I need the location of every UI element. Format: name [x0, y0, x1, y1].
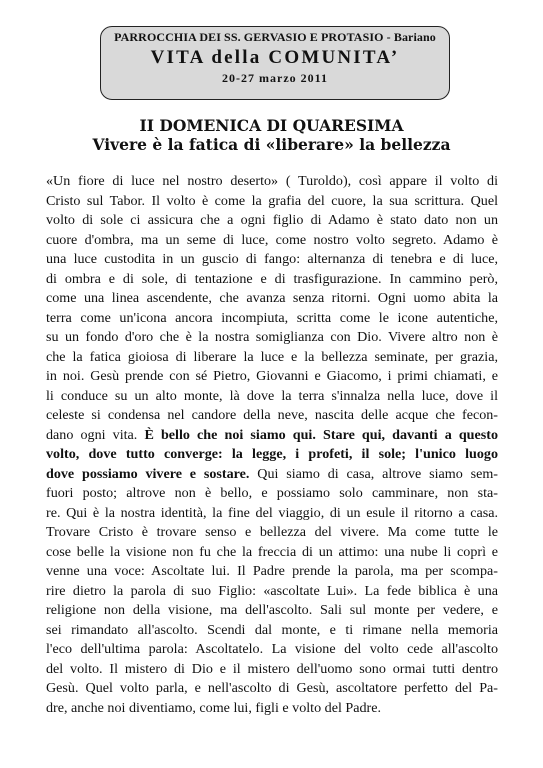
body-line: cuore d'ombra, ma un seme di luce, come nostro volto segreto. Adamo è [46, 231, 498, 248]
body-line: sei rimandato all'ascolto. Scendi dal monte, e ti rimane nella memoria [46, 621, 498, 638]
body-line: una luce custodita in un guscio di fango: alternanza di tenebra e di luce, [46, 251, 498, 267]
body-text: dano ogni vita. [46, 426, 145, 443]
body-line: che la fatica gioiosa di liberare la luce e la bellezza seminate, per grazia, [46, 348, 498, 365]
body-line: venne una voce: Ascoltate lui. Il Padre prende la parola, ma per scompa- [46, 563, 498, 579]
body-line-last: dre, anche noi diventiamo, come lui, figli e volto del Padre. [46, 699, 382, 716]
body-line: fuori posto; altrove non è bello, e possiamo solo camminare, non sta- [46, 485, 498, 501]
body-line: terra come un'icona ancora incompiuta, scritta come le icone autentiche, [46, 309, 498, 326]
body-line: rire dietro la parola di suo Figlio: «ascoltate Lui». La fede biblica è una [46, 582, 498, 599]
bulletin-title: VITA della COMUNITA’ [150, 47, 400, 68]
body-line-mixed [46, 426, 498, 446]
parish-name: PARROCCHIA DEI SS. GERVASIO E PROTASIO - Bariano [114, 30, 436, 44]
body-line: Trovare Cristo è trovare senso e bellezza del vivere. Ma come tutte le [46, 524, 498, 540]
article-body [46, 172, 498, 718]
body-line: Gesù. Quel volto parla, e nell'ascolto di Gesù, ascoltatore perfetto del Pa- [46, 680, 498, 696]
body-line: li conduce su un alto monte, là dove la terra s'innalza nella luce, dove il [46, 387, 498, 404]
body-line: Cristo sul Tabor. Il volto è come la grafia del cuore, la sua scrittura. Quel [46, 192, 498, 209]
body-line: su un fondo d'oro che è la nostra somiglianza con Dio. Vivere altro non è [46, 329, 498, 345]
body-line: religione non della visione, ma dell'ascolto. Sali sul monte per vedere, e [46, 602, 498, 618]
bulletin-header [100, 26, 450, 100]
bold-quote: È bello che noi siamo qui. Stare qui, davanti a questo [144, 426, 499, 443]
body-line-bold: volto, dove tutto converge: la legge, i profeti, il sole; l'unico luogo [46, 446, 498, 462]
body-line: come una linea ascendente, che avanza senza ritorni. Ogni uomo abita la [46, 290, 498, 306]
article-subtitle: Vivere è la fatica di «liberare» la bellezza [92, 135, 451, 154]
bold-quote-end: dove possiamo vivere e sostare. [46, 465, 250, 482]
body-line-mixed [46, 465, 498, 485]
body-line: in noi. Gesù prende con sé Pietro, Giovanni e Giacomo, i primi chiamati, e [46, 368, 498, 384]
body-line: del volto. Il mistero di Dio e il mistero dell'uomo sono ormai tutti dentro [46, 660, 498, 677]
body-line: cose belle la visione non fu che la freccia di un attimo: una nube li coprì e [46, 543, 498, 560]
article-title: II DOMENICA DI QUARESIMA [139, 116, 404, 135]
body-line: volto di sole ci assicura che a ogni figlio di Adamo è stato dato non un [46, 212, 498, 228]
body-line: re. Qui è la nostra identità, la fine del viaggio, di un esule il ritorno a casa. [46, 504, 498, 521]
body-line: «Un fiore di luce nel nostro deserto» ( Turoldo), così appare il volto di [46, 173, 498, 189]
body-line: l'eco dell'ultima parola: Ascoltatelo. La visione del volto cede all'ascolto [46, 641, 498, 657]
body-line: celeste si condensa nel candore della neve, nascita delle acque che fecon- [46, 407, 498, 423]
body-line: di ombra e di sole, di tentazione e di trasfigurazione. In cammino però, [46, 270, 498, 287]
body-text: Qui siamo di casa, altrove siamo sem- [249, 465, 498, 482]
article-heading [40, 116, 503, 154]
bulletin-date: 20-27 marzo 2011 [222, 71, 328, 85]
